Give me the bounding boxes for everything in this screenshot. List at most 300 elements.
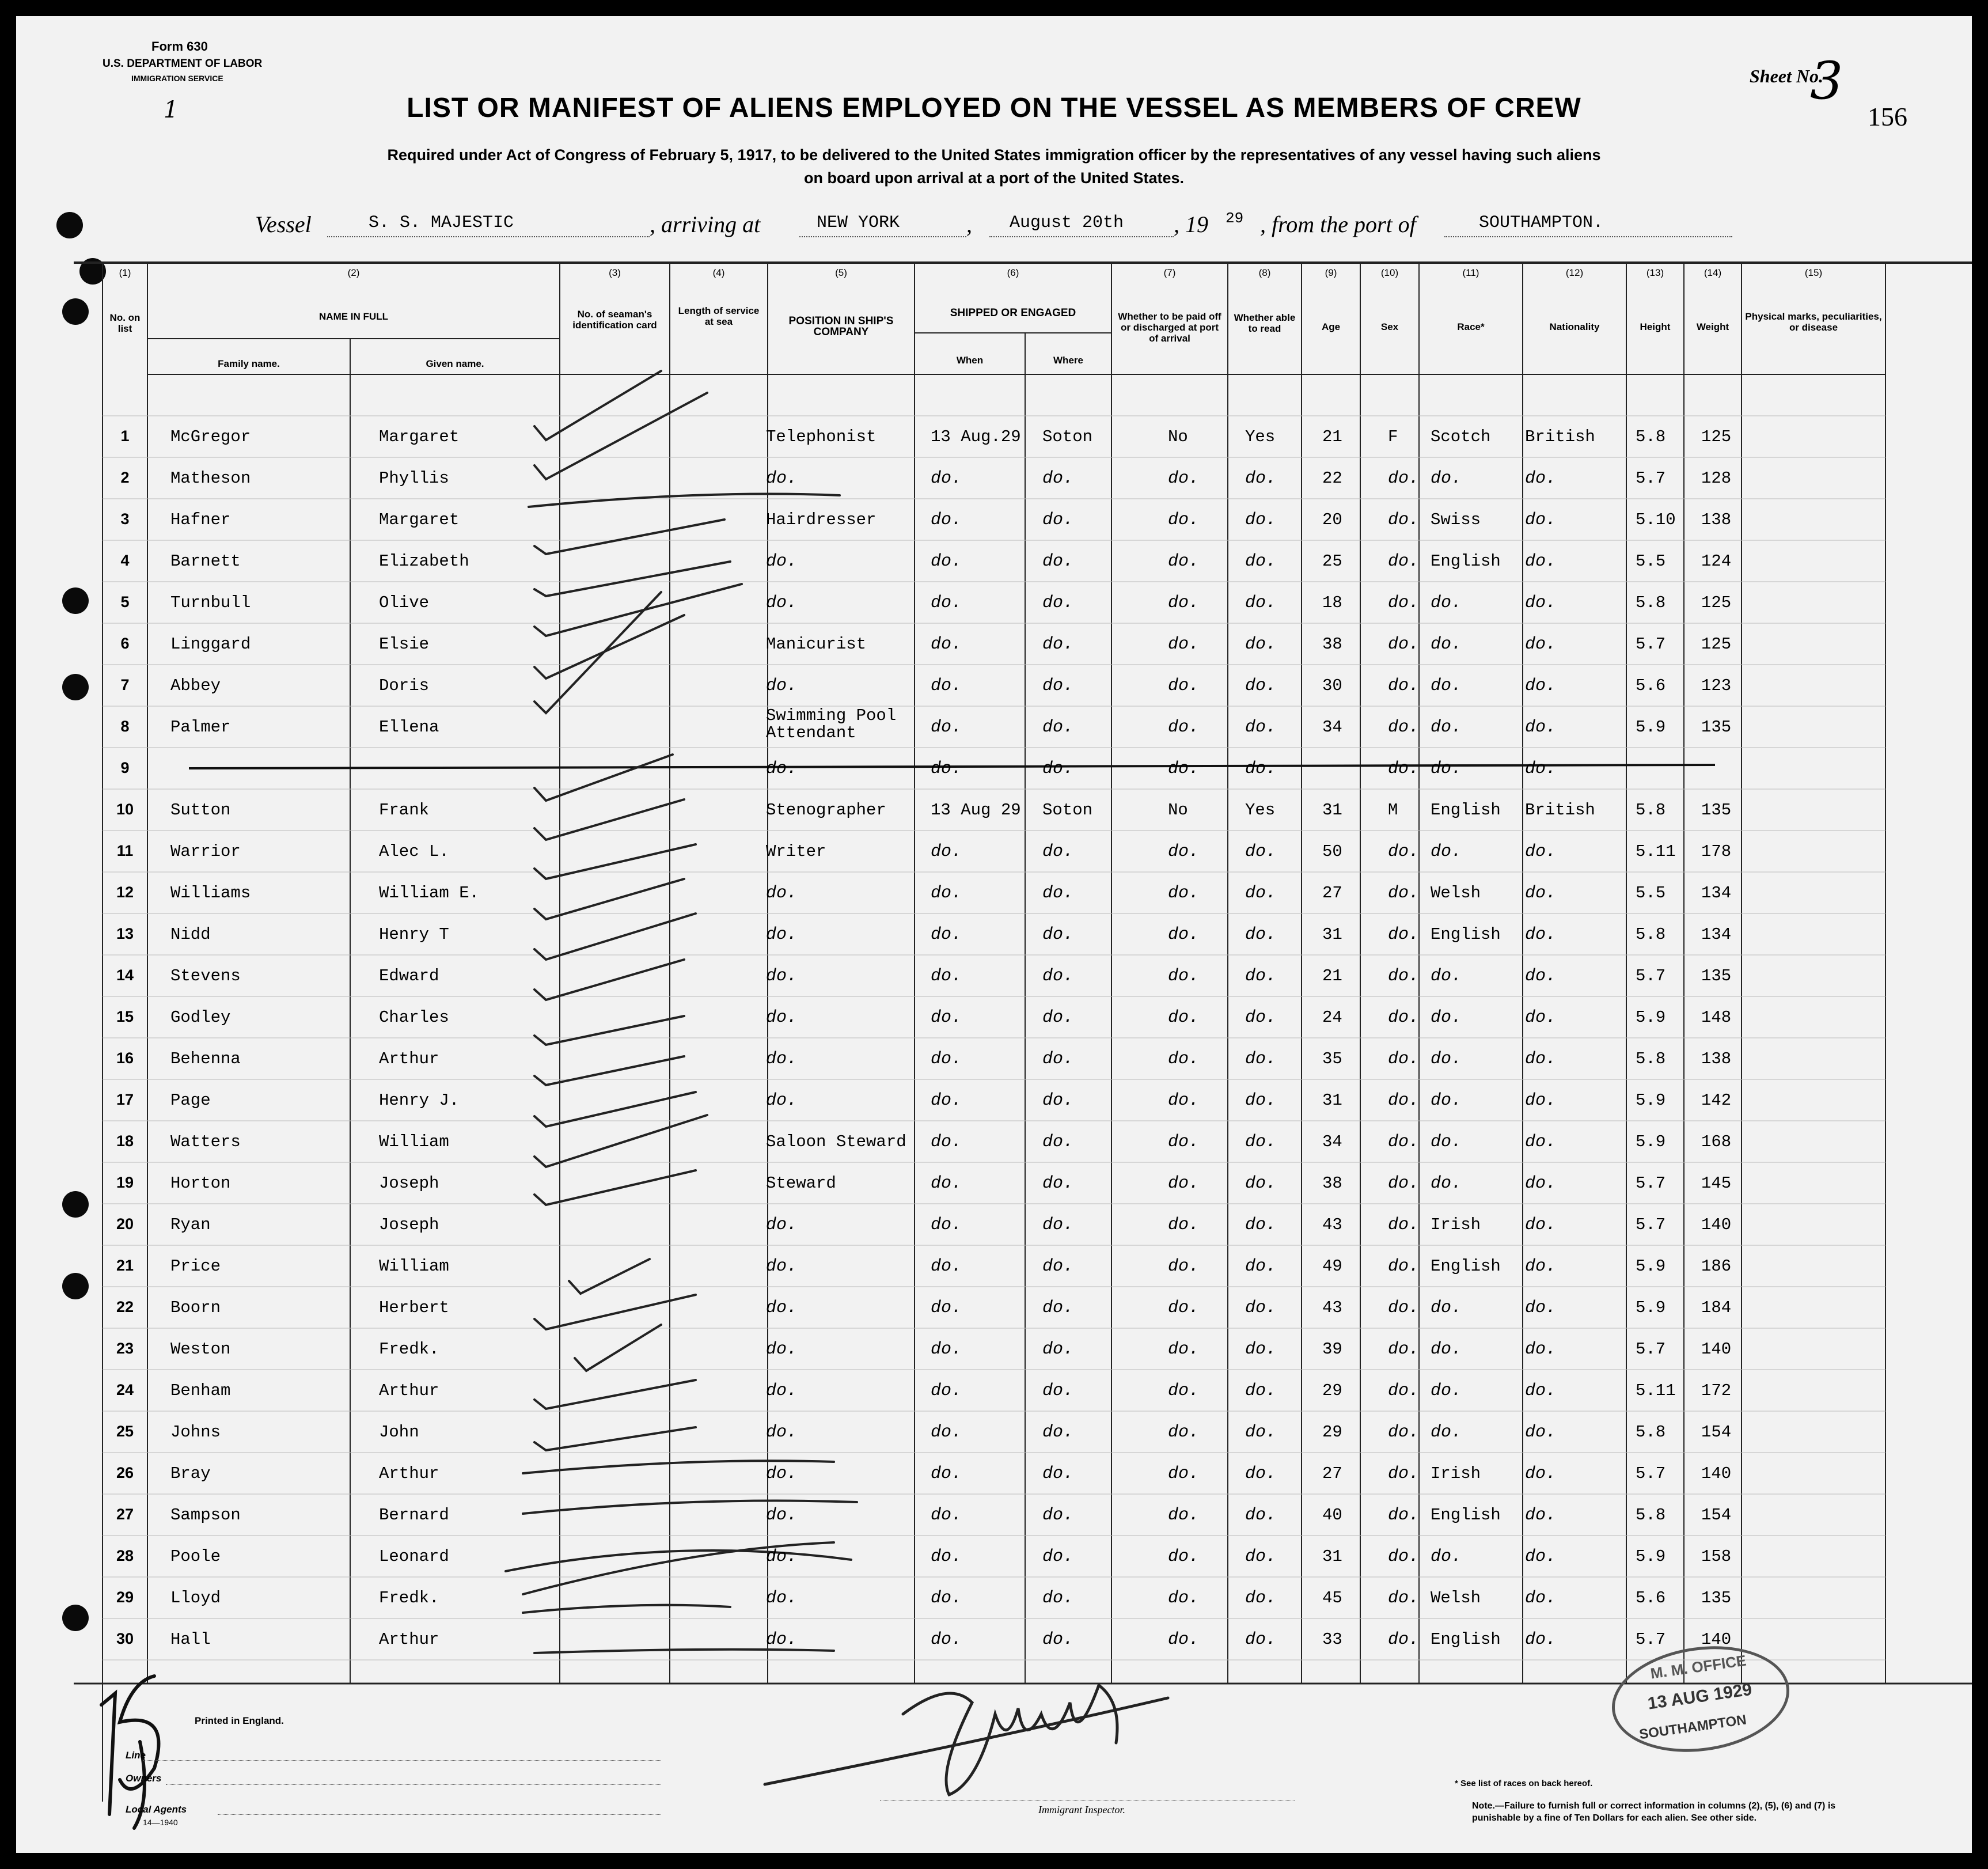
age: 27 — [1322, 1464, 1342, 1483]
race: do. — [1431, 842, 1462, 862]
nationality: do. — [1525, 1630, 1557, 1650]
given-name: Herbert — [379, 1298, 449, 1317]
column-header: Length of service at sea — [678, 305, 760, 327]
owners-label: Owners — [126, 1773, 162, 1784]
table-row — [16, 1079, 1972, 1121]
family-name: Watters — [170, 1132, 241, 1151]
family-name: Lloyd — [170, 1589, 221, 1608]
position: do. — [766, 1008, 798, 1028]
paid-off: do. — [1168, 676, 1200, 696]
position: do. — [766, 1215, 798, 1235]
family-name: Turnbull — [170, 593, 251, 612]
row-number: 6 — [120, 635, 130, 652]
nationality: do. — [1525, 1008, 1557, 1028]
able-to-read: do. — [1245, 635, 1277, 654]
column-header: Height — [1640, 321, 1671, 332]
row-number: 18 — [116, 1132, 134, 1150]
nationality: do. — [1525, 842, 1557, 862]
height: 5.6 — [1636, 676, 1666, 695]
table-row — [16, 748, 1972, 789]
weight: 134 — [1701, 925, 1732, 944]
race: do. — [1431, 1174, 1462, 1193]
column-number: (3) — [609, 267, 621, 278]
arriving-label: , arriving at — [650, 211, 761, 237]
row-number: 4 — [120, 552, 130, 569]
given-name: Elizabeth — [379, 552, 469, 571]
nationality: do. — [1525, 1423, 1557, 1442]
paid-off: do. — [1168, 1423, 1200, 1442]
paid-off: do. — [1168, 1257, 1200, 1276]
department: U.S. DEPARTMENT OF LABOR — [103, 58, 263, 70]
table-row — [16, 499, 1972, 540]
given-name: Fredk. — [379, 1589, 439, 1608]
row-number: 28 — [116, 1547, 134, 1564]
position: do. — [766, 676, 798, 696]
paid-off: do. — [1168, 1298, 1200, 1318]
row-number: 9 — [120, 759, 130, 776]
weight: 135 — [1701, 966, 1732, 985]
family-name: Page — [170, 1091, 211, 1110]
paid-off: No — [1168, 427, 1188, 446]
able-to-read: do. — [1245, 884, 1277, 903]
position: do. — [766, 552, 798, 571]
height: 5.11 — [1636, 1381, 1676, 1400]
row-number: 26 — [116, 1464, 134, 1481]
race: do. — [1431, 1381, 1462, 1401]
nationality: British — [1525, 427, 1595, 446]
subtitle-line-1: Required under Act of Congress of February 5, 1917, to be delivered to the United States immigration officer by the representatives of any vessel having such aliens — [387, 146, 1601, 164]
inspector-label: Immigrant Inspector. — [1038, 1804, 1125, 1815]
sex: do. — [1388, 1506, 1420, 1525]
height: 5.10 — [1636, 510, 1676, 529]
shipped-where: do. — [1042, 1091, 1074, 1110]
nationality: do. — [1525, 759, 1557, 779]
race: do. — [1431, 1049, 1462, 1069]
nationality: do. — [1525, 552, 1557, 571]
position: do. — [766, 1589, 798, 1608]
race: do. — [1431, 1298, 1462, 1318]
family-name: Williams — [170, 884, 251, 903]
able-to-read: do. — [1245, 1257, 1277, 1276]
age: 27 — [1322, 884, 1342, 903]
table-row — [16, 1453, 1972, 1494]
shipped-when: do. — [931, 1008, 962, 1028]
sex: do. — [1388, 1298, 1420, 1318]
given-name: Frank — [379, 801, 430, 820]
height: 5.7 — [1636, 469, 1666, 488]
row-number: 5 — [120, 593, 130, 611]
age: 22 — [1322, 469, 1342, 488]
nationality: do. — [1525, 1464, 1557, 1484]
printed-in: Printed in England. — [195, 1715, 284, 1726]
shipped-when: do. — [931, 593, 962, 613]
able-to-read: do. — [1245, 1506, 1277, 1525]
given-name: Arthur — [379, 1464, 439, 1483]
height: 5.7 — [1636, 635, 1666, 654]
able-to-read: do. — [1245, 1049, 1277, 1069]
paid-off: do. — [1168, 1547, 1200, 1567]
able-to-read: do. — [1245, 469, 1277, 488]
age: 31 — [1322, 925, 1342, 944]
shipped-where: do. — [1042, 635, 1074, 654]
sex: do. — [1388, 759, 1420, 779]
sex: do. — [1388, 1589, 1420, 1608]
shipped-where: do. — [1042, 718, 1074, 737]
height: 5.9 — [1636, 1132, 1666, 1151]
age: 21 — [1322, 966, 1342, 985]
shipped-when: do. — [931, 1547, 962, 1567]
table-row — [16, 1494, 1972, 1536]
family-name: Bray — [170, 1464, 211, 1483]
paid-off: do. — [1168, 1174, 1200, 1193]
row-number: 21 — [116, 1257, 134, 1274]
row-number: 24 — [116, 1381, 134, 1398]
age: 24 — [1322, 1008, 1342, 1027]
print-code: 14—1940 — [143, 1818, 178, 1827]
sheet-label: Sheet No. — [1750, 66, 1823, 86]
family-name: Behenna — [170, 1049, 241, 1068]
able-to-read: do. — [1245, 1174, 1277, 1193]
nationality: do. — [1525, 469, 1557, 488]
nationality: do. — [1525, 718, 1557, 737]
weight: 134 — [1701, 884, 1732, 903]
race: do. — [1431, 1547, 1462, 1567]
shipped-when: do. — [931, 925, 962, 945]
given-name: Joseph — [379, 1215, 439, 1234]
nationality: do. — [1525, 966, 1557, 986]
height: 5.9 — [1636, 1091, 1666, 1110]
shipped-when: do. — [931, 1091, 962, 1110]
nationality: do. — [1525, 1547, 1557, 1567]
nationality: British — [1525, 801, 1595, 820]
dotted-rule — [166, 1784, 661, 1785]
shipped-when: do. — [931, 1049, 962, 1069]
shipped-where: do. — [1042, 469, 1074, 488]
position: do. — [766, 884, 798, 903]
column-number: (8) — [1258, 267, 1271, 278]
position: do. — [766, 469, 798, 488]
comma-separator: , — [966, 211, 972, 237]
position: Writer — [766, 842, 826, 861]
weight: 125 — [1701, 593, 1732, 612]
height: 5.9 — [1636, 1257, 1666, 1276]
given-name: Joseph — [379, 1174, 439, 1193]
height: 5.7 — [1636, 1215, 1666, 1234]
family-name: Poole — [170, 1547, 221, 1566]
height: 5.5 — [1636, 884, 1666, 903]
race-footnote: * See list of races on back hereof. — [1455, 1779, 1593, 1788]
shipped-when: 13 Aug 29 — [931, 801, 1021, 820]
given-name: Charles — [379, 1008, 449, 1027]
row-number: 20 — [116, 1215, 134, 1233]
able-to-read: do. — [1245, 1464, 1277, 1484]
age: 50 — [1322, 842, 1342, 861]
arrival-port: NEW YORK — [817, 213, 900, 233]
family-name: Abbey — [170, 676, 221, 695]
paid-off: do. — [1168, 1132, 1200, 1152]
row-number: 2 — [120, 469, 130, 486]
height: 5.9 — [1636, 1298, 1666, 1317]
able-to-read: do. — [1245, 510, 1277, 530]
shipped-when: do. — [931, 1423, 962, 1442]
age: 49 — [1322, 1257, 1342, 1276]
table-row — [16, 623, 1972, 665]
able-to-read: do. — [1245, 552, 1277, 571]
age: 38 — [1322, 1174, 1342, 1193]
race: do. — [1431, 593, 1462, 613]
table-row — [16, 996, 1972, 1038]
able-to-read: do. — [1245, 1132, 1277, 1152]
shipped-where: do. — [1042, 1049, 1074, 1069]
able-to-read: do. — [1245, 1423, 1277, 1442]
manifest-sheet — [16, 16, 1972, 1853]
able-to-read: do. — [1245, 1340, 1277, 1359]
column-number: (9) — [1325, 267, 1337, 278]
able-to-read: do. — [1245, 966, 1277, 986]
position: do. — [766, 1547, 798, 1567]
position: Steward — [766, 1174, 836, 1193]
age: 31 — [1322, 1091, 1342, 1110]
position: Hairdresser — [766, 510, 877, 529]
height: 5.7 — [1636, 1340, 1666, 1359]
shipped-when: do. — [931, 966, 962, 986]
column-header: Physical marks, peculiarities, or disease — [1745, 311, 1882, 333]
shipped-where: do. — [1042, 1381, 1074, 1401]
weight: 184 — [1701, 1298, 1732, 1317]
table-row — [16, 706, 1972, 748]
position: do. — [766, 1049, 798, 1069]
table-row — [16, 913, 1972, 955]
row-number: 16 — [116, 1049, 134, 1067]
table-row — [16, 1328, 1972, 1370]
shipped-where: do. — [1042, 1589, 1074, 1608]
shipped-where: do. — [1042, 759, 1074, 779]
height: 5.6 — [1636, 1589, 1666, 1608]
weight: 135 — [1701, 718, 1732, 737]
weight: 172 — [1701, 1381, 1732, 1400]
sex: M — [1388, 801, 1398, 820]
column-number: (4) — [712, 267, 725, 278]
shipped-where: do. — [1042, 1298, 1074, 1318]
family-name: Palmer — [170, 718, 231, 737]
row-number: 12 — [116, 884, 134, 901]
row-number: 29 — [116, 1589, 134, 1606]
column-header: Race* — [1457, 321, 1485, 332]
weight: 158 — [1701, 1547, 1732, 1566]
race: Swiss — [1431, 510, 1481, 529]
column-number: (5) — [835, 267, 847, 278]
race: do. — [1431, 718, 1462, 737]
age: 20 — [1322, 510, 1342, 529]
paid-off: do. — [1168, 925, 1200, 945]
column-number: (11) — [1462, 267, 1479, 278]
given-name: Henry J. — [379, 1091, 460, 1110]
position: do. — [766, 1340, 798, 1359]
sex: F — [1388, 427, 1398, 446]
race: do. — [1431, 635, 1462, 654]
given-name: Alec L. — [379, 842, 449, 861]
row-number: 22 — [116, 1298, 134, 1315]
family-name: Hall — [170, 1630, 211, 1649]
shipped-where: do. — [1042, 1547, 1074, 1567]
able-to-read: Yes — [1245, 427, 1276, 446]
nationality: do. — [1525, 1340, 1557, 1359]
sex: do. — [1388, 1132, 1420, 1152]
row-number: 13 — [116, 925, 134, 942]
column-header: Weight — [1696, 321, 1729, 332]
position: Swimming Pool Attendant — [766, 706, 897, 742]
column-header: POSITION IN SHIP'S COMPANY — [788, 315, 894, 338]
table-row — [16, 872, 1972, 913]
nationality: do. — [1525, 510, 1557, 530]
sheet-number: 3 — [1810, 51, 1843, 111]
able-to-read: do. — [1245, 1547, 1277, 1567]
race: English — [1431, 1630, 1501, 1649]
age: 34 — [1322, 718, 1342, 737]
shipped-where: do. — [1042, 884, 1074, 903]
page-number: 156 — [1868, 102, 1907, 131]
local-agents-label: Local Agents — [126, 1804, 187, 1815]
age: 29 — [1322, 1423, 1342, 1442]
family-name: Linggard — [170, 635, 251, 654]
family-name: Sutton — [170, 801, 231, 820]
stamp-place: SOUTHAMPTON — [1638, 1712, 1748, 1743]
family-name: Godley — [170, 1008, 231, 1027]
weight: 142 — [1701, 1091, 1732, 1110]
row-number: 1 — [120, 427, 130, 445]
weight: 178 — [1701, 842, 1732, 861]
age: 45 — [1322, 1589, 1342, 1608]
able-to-read: do. — [1245, 925, 1277, 945]
given-name: Ellena — [379, 718, 439, 737]
position: Saloon Steward — [766, 1132, 906, 1151]
height: 5.8 — [1636, 427, 1666, 446]
given-name: Elsie — [379, 635, 430, 654]
row-number: 17 — [116, 1091, 134, 1108]
weight: 154 — [1701, 1423, 1732, 1442]
nationality: do. — [1525, 635, 1557, 654]
paid-off: do. — [1168, 1340, 1200, 1359]
dotted-rule — [143, 1760, 661, 1761]
paid-off: do. — [1168, 759, 1200, 779]
family-name: Price — [170, 1257, 221, 1276]
race: Welsh — [1431, 884, 1481, 903]
height: 5.9 — [1636, 1008, 1666, 1027]
paid-off: do. — [1168, 635, 1200, 654]
when-header: When — [956, 355, 984, 366]
age: 43 — [1322, 1298, 1342, 1317]
given-name: Fredk. — [379, 1340, 439, 1359]
height: 5.9 — [1636, 1547, 1666, 1566]
able-to-read: Yes — [1245, 801, 1276, 820]
shipped-where: do. — [1042, 966, 1074, 986]
given-name: Margaret — [379, 427, 460, 446]
paid-off: do. — [1168, 552, 1200, 571]
dotted-rule — [880, 1800, 1295, 1801]
weight: 135 — [1701, 1589, 1732, 1608]
shipped-where: do. — [1042, 1174, 1074, 1193]
age: 21 — [1322, 427, 1342, 446]
shipped-where: do. — [1042, 1008, 1074, 1028]
line-label: Line — [126, 1750, 146, 1761]
weight: 148 — [1701, 1008, 1732, 1027]
where-header: Where — [1053, 355, 1083, 366]
sex: do. — [1388, 718, 1420, 737]
given-name: Phyllis — [379, 469, 449, 488]
given-name: Arthur — [379, 1630, 439, 1649]
sex: do. — [1388, 884, 1420, 903]
margin-mark: 1 — [164, 97, 179, 123]
position: do. — [766, 1506, 798, 1525]
column-number: (12) — [1565, 267, 1584, 278]
year-suffix: 29 — [1226, 210, 1244, 227]
table-row — [16, 1370, 1972, 1411]
able-to-read: do. — [1245, 1630, 1277, 1650]
height: 5.7 — [1636, 1464, 1666, 1483]
nationality: do. — [1525, 1132, 1557, 1152]
shipped-when: do. — [931, 676, 962, 696]
row-number: 3 — [120, 510, 130, 528]
sex: do. — [1388, 1423, 1420, 1442]
column-number: (10) — [1380, 267, 1399, 278]
able-to-read: do. — [1245, 1298, 1277, 1318]
race: English — [1431, 1257, 1501, 1276]
family-name: Stevens — [170, 966, 241, 985]
column-number: (13) — [1646, 267, 1664, 278]
paid-off: do. — [1168, 1049, 1200, 1069]
table-row — [16, 831, 1972, 872]
shipped-where: do. — [1042, 925, 1074, 945]
given-name: Arthur — [379, 1381, 439, 1400]
age: 33 — [1322, 1630, 1342, 1649]
column-header: SHIPPED OR ENGAGED — [950, 307, 1076, 319]
race: English — [1431, 801, 1501, 820]
able-to-read: do. — [1245, 718, 1277, 737]
race: Irish — [1431, 1464, 1481, 1483]
height: 5.9 — [1636, 718, 1666, 737]
sex: do. — [1388, 1630, 1420, 1650]
height: 5.8 — [1636, 593, 1666, 612]
family-name: McGregor — [170, 427, 251, 446]
row-number: 15 — [116, 1008, 134, 1025]
height: 5.8 — [1636, 1506, 1666, 1525]
nationality: do. — [1525, 1215, 1557, 1235]
shipped-where: Soton — [1042, 801, 1093, 820]
service: IMMIGRATION SERVICE — [131, 74, 223, 83]
weight: 123 — [1701, 676, 1732, 695]
year-prefix: , 19 — [1174, 211, 1208, 237]
nationality: do. — [1525, 1298, 1557, 1318]
able-to-read: do. — [1245, 1091, 1277, 1110]
position: do. — [766, 1464, 798, 1484]
weight: 124 — [1701, 552, 1732, 571]
shipped-when: do. — [931, 842, 962, 862]
shipped-when: do. — [931, 884, 962, 903]
table-row — [16, 955, 1972, 996]
race: Irish — [1431, 1215, 1481, 1234]
column-header: Nationality — [1549, 321, 1600, 332]
paid-off: do. — [1168, 718, 1200, 737]
shipped-where: do. — [1042, 1630, 1074, 1650]
shipped-when: do. — [931, 1132, 962, 1152]
shipped-when: do. — [931, 1257, 962, 1276]
age: 38 — [1322, 635, 1342, 654]
table-row — [16, 416, 1972, 457]
nationality: do. — [1525, 1506, 1557, 1525]
position: do. — [766, 1381, 798, 1401]
able-to-read: do. — [1245, 593, 1277, 613]
sex: do. — [1388, 1381, 1420, 1401]
